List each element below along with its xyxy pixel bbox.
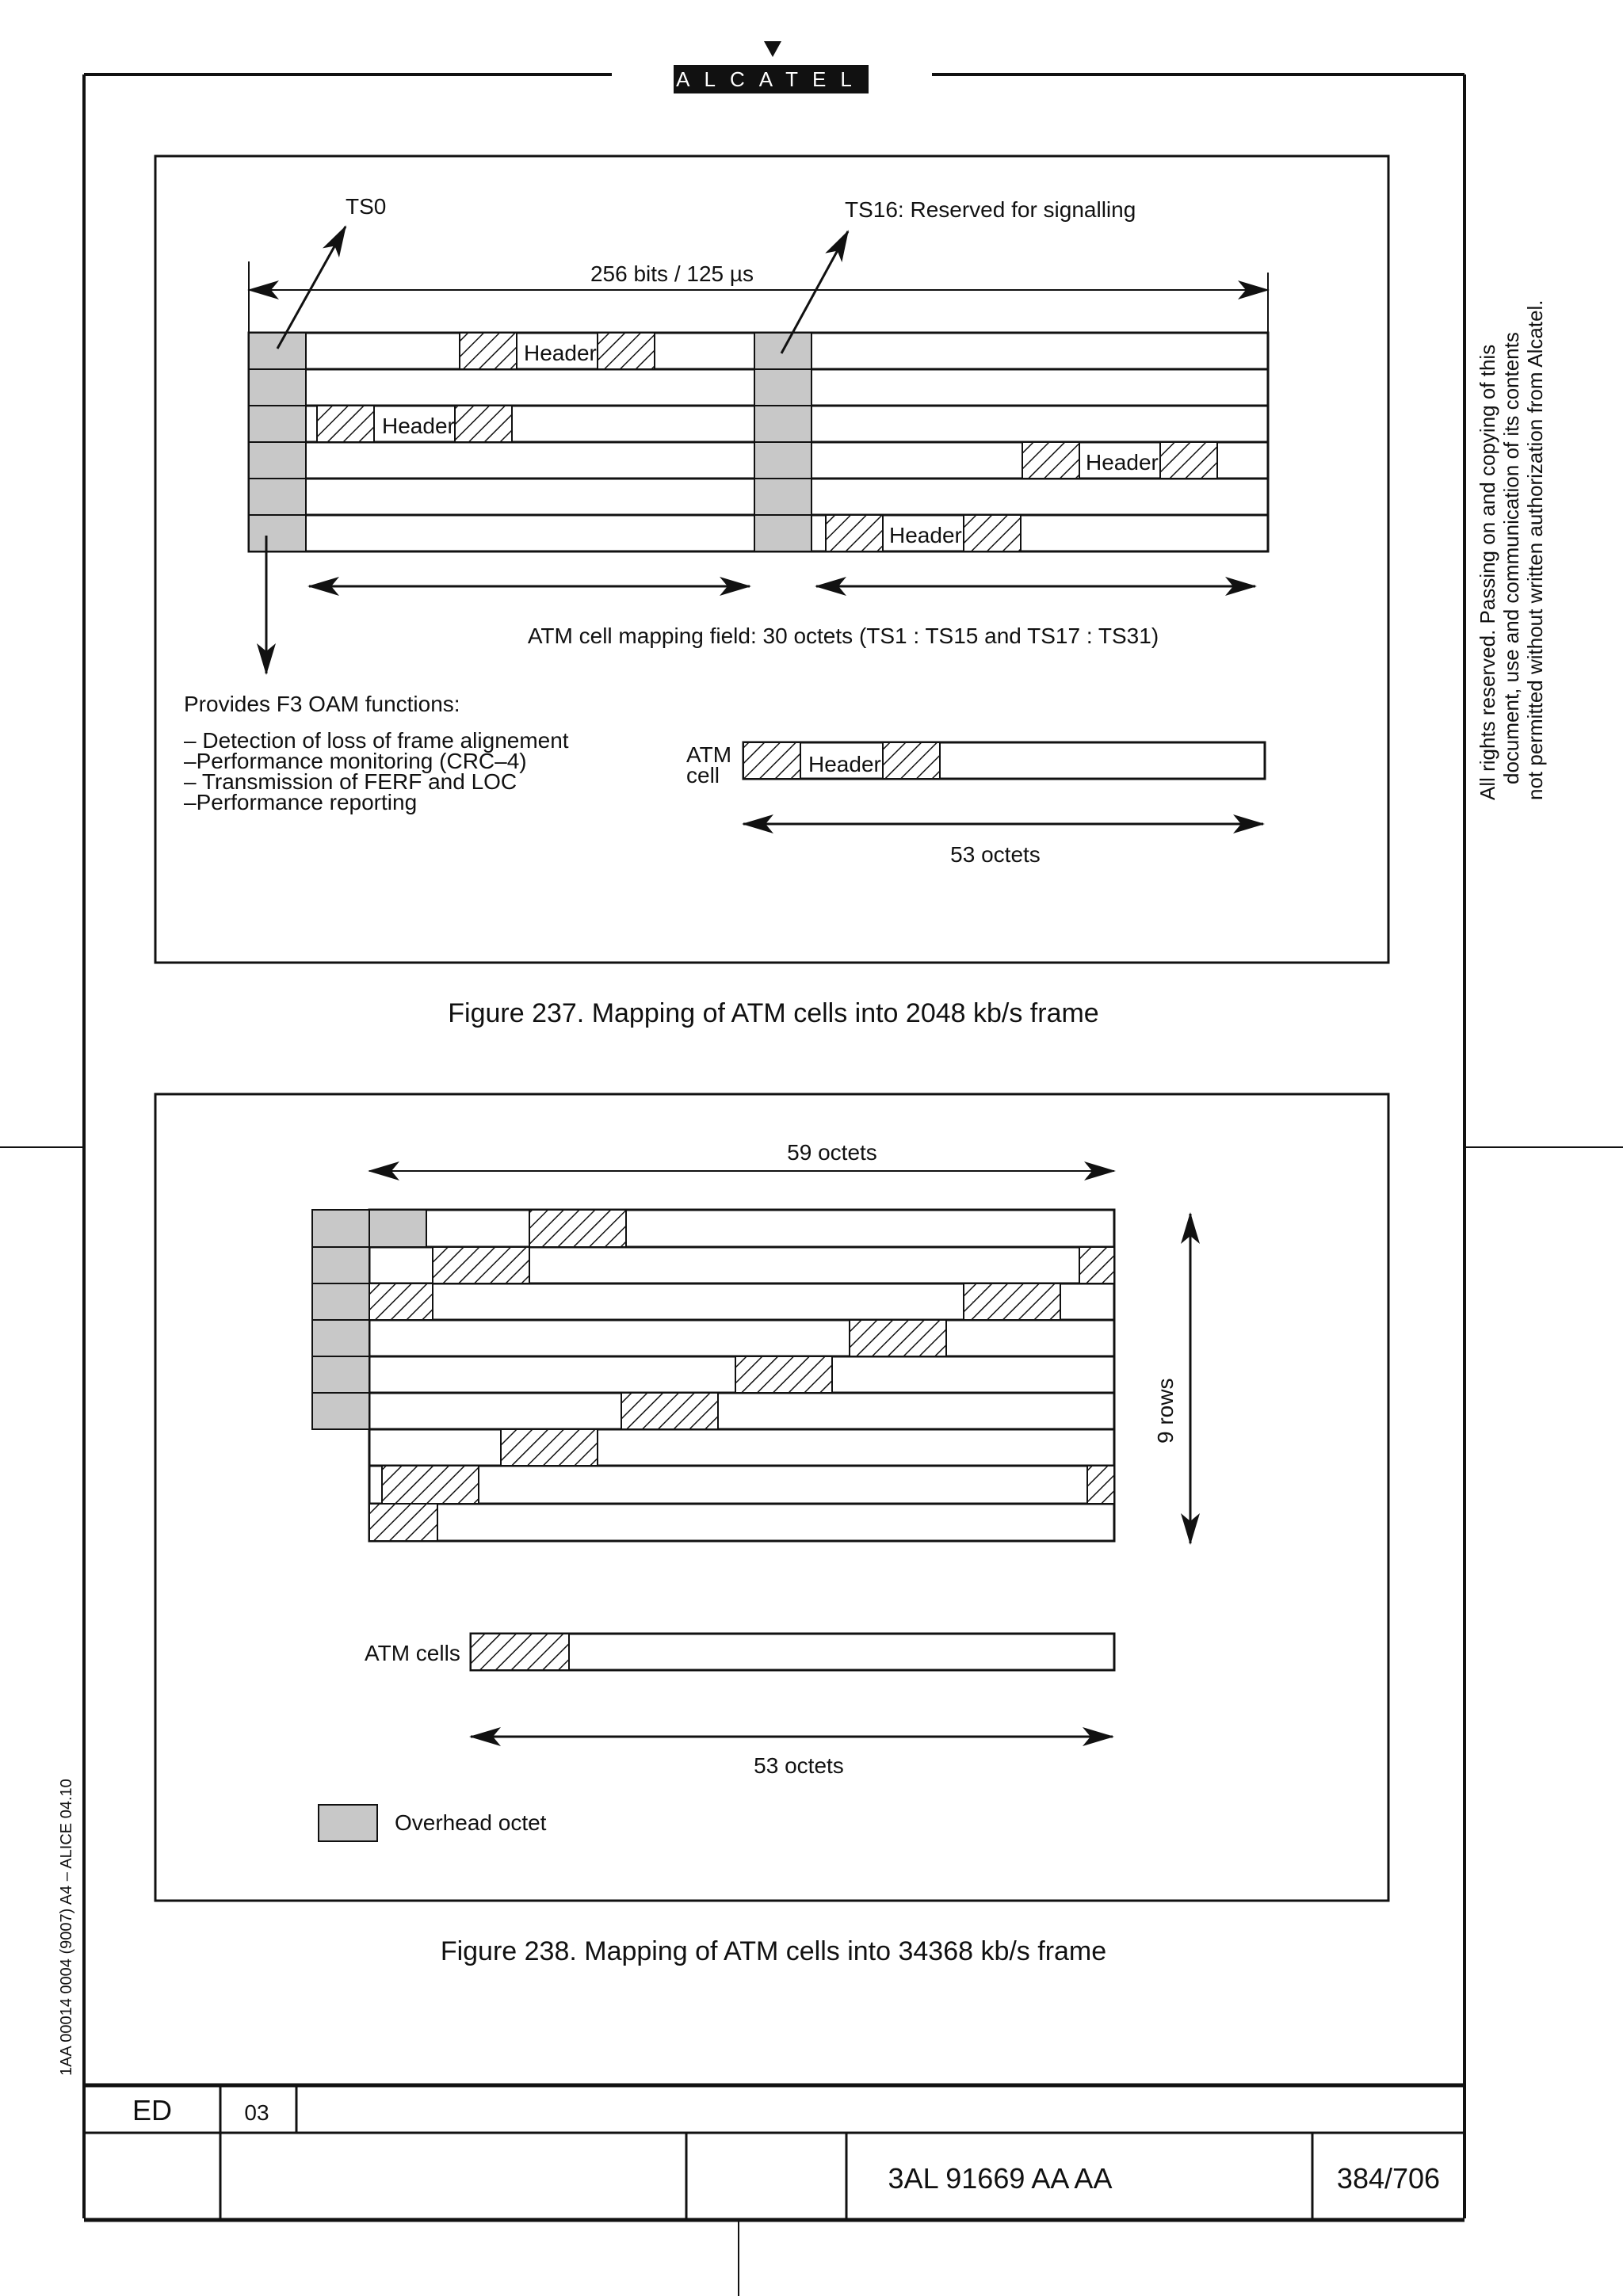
atm-cell-label: ATM: [686, 742, 732, 767]
width-label: 59 octets: [787, 1140, 877, 1165]
legend-swatch: [319, 1805, 377, 1841]
oam-title: Provides F3 OAM functions:: [184, 692, 460, 716]
document-number: 3AL 91669 AA AA: [888, 2162, 1113, 2195]
header-label: Header: [382, 414, 455, 438]
brand-text: ALCATEL: [676, 67, 866, 91]
ed-label: ED: [132, 2094, 173, 2126]
header-label: Header: [524, 341, 597, 365]
page-number: 384/706: [1336, 2162, 1441, 2195]
figure237-box: [155, 156, 1388, 963]
atm-cell-label: cell: [686, 763, 720, 788]
ts0-column: [249, 333, 306, 551]
cell-size-label: 53 octets: [754, 1753, 844, 1778]
frame-size-label: 256 bits / 125 µs: [590, 261, 754, 286]
ts16-column: [754, 333, 812, 551]
legend-label: Overhead octet: [395, 1810, 547, 1835]
rows-label: 9 rows: [1153, 1378, 1178, 1444]
svg-text:document, use and communicatio: document, use and communication of its contents: [1499, 332, 1523, 784]
ts16-label: TS16: Reserved for signalling: [845, 197, 1136, 222]
mapping-field-label: ATM cell mapping field: 30 octets (TS1 : TS15 and TS17 : TS31): [527, 624, 1159, 648]
svg-text:1AA 00014 0004 (9007) A4 – ALI: 1AA 00014 0004 (9007) A4 – ALICE 04.10: [58, 1779, 75, 2076]
header-label: Header: [1086, 450, 1159, 475]
svg-text:not permitted without written: not permitted without written authorization from Alcatel.: [1523, 299, 1547, 800]
alcatel-logo: [674, 41, 869, 93]
oam-item: –Performance monitoring (CRC–4): [184, 749, 527, 773]
copyright-notice: [1476, 299, 1547, 800]
header-label: Header: [808, 752, 881, 776]
oam-item: – Detection of loss of frame alignement: [184, 728, 569, 753]
header-label: Header: [889, 523, 962, 547]
footer-table: [84, 2085, 1465, 2296]
figure238-caption: Figure 238. Mapping of ATM cells into 34368 kb/s frame: [440, 1936, 1107, 1966]
oam-item: – Transmission of FERF and LOC: [184, 769, 517, 794]
figure237-caption: Figure 237. Mapping of ATM cells into 2048 kb/s frame: [448, 998, 1099, 1028]
cell-size-label: 53 octets: [950, 842, 1041, 867]
oam-item: –Performance reporting: [184, 790, 418, 814]
figure238-diagram: [312, 1140, 1190, 1841]
document-code: [58, 1779, 75, 2076]
ed-value: 03: [244, 2100, 269, 2125]
figure237-diagram: [184, 194, 1268, 867]
ts0-label: TS0: [346, 194, 387, 219]
atm-cells-label: ATM cells: [365, 1641, 460, 1665]
svg-text:All rights reserved. Passing o: All rights reserved. Passing on and copying of this: [1476, 344, 1499, 800]
